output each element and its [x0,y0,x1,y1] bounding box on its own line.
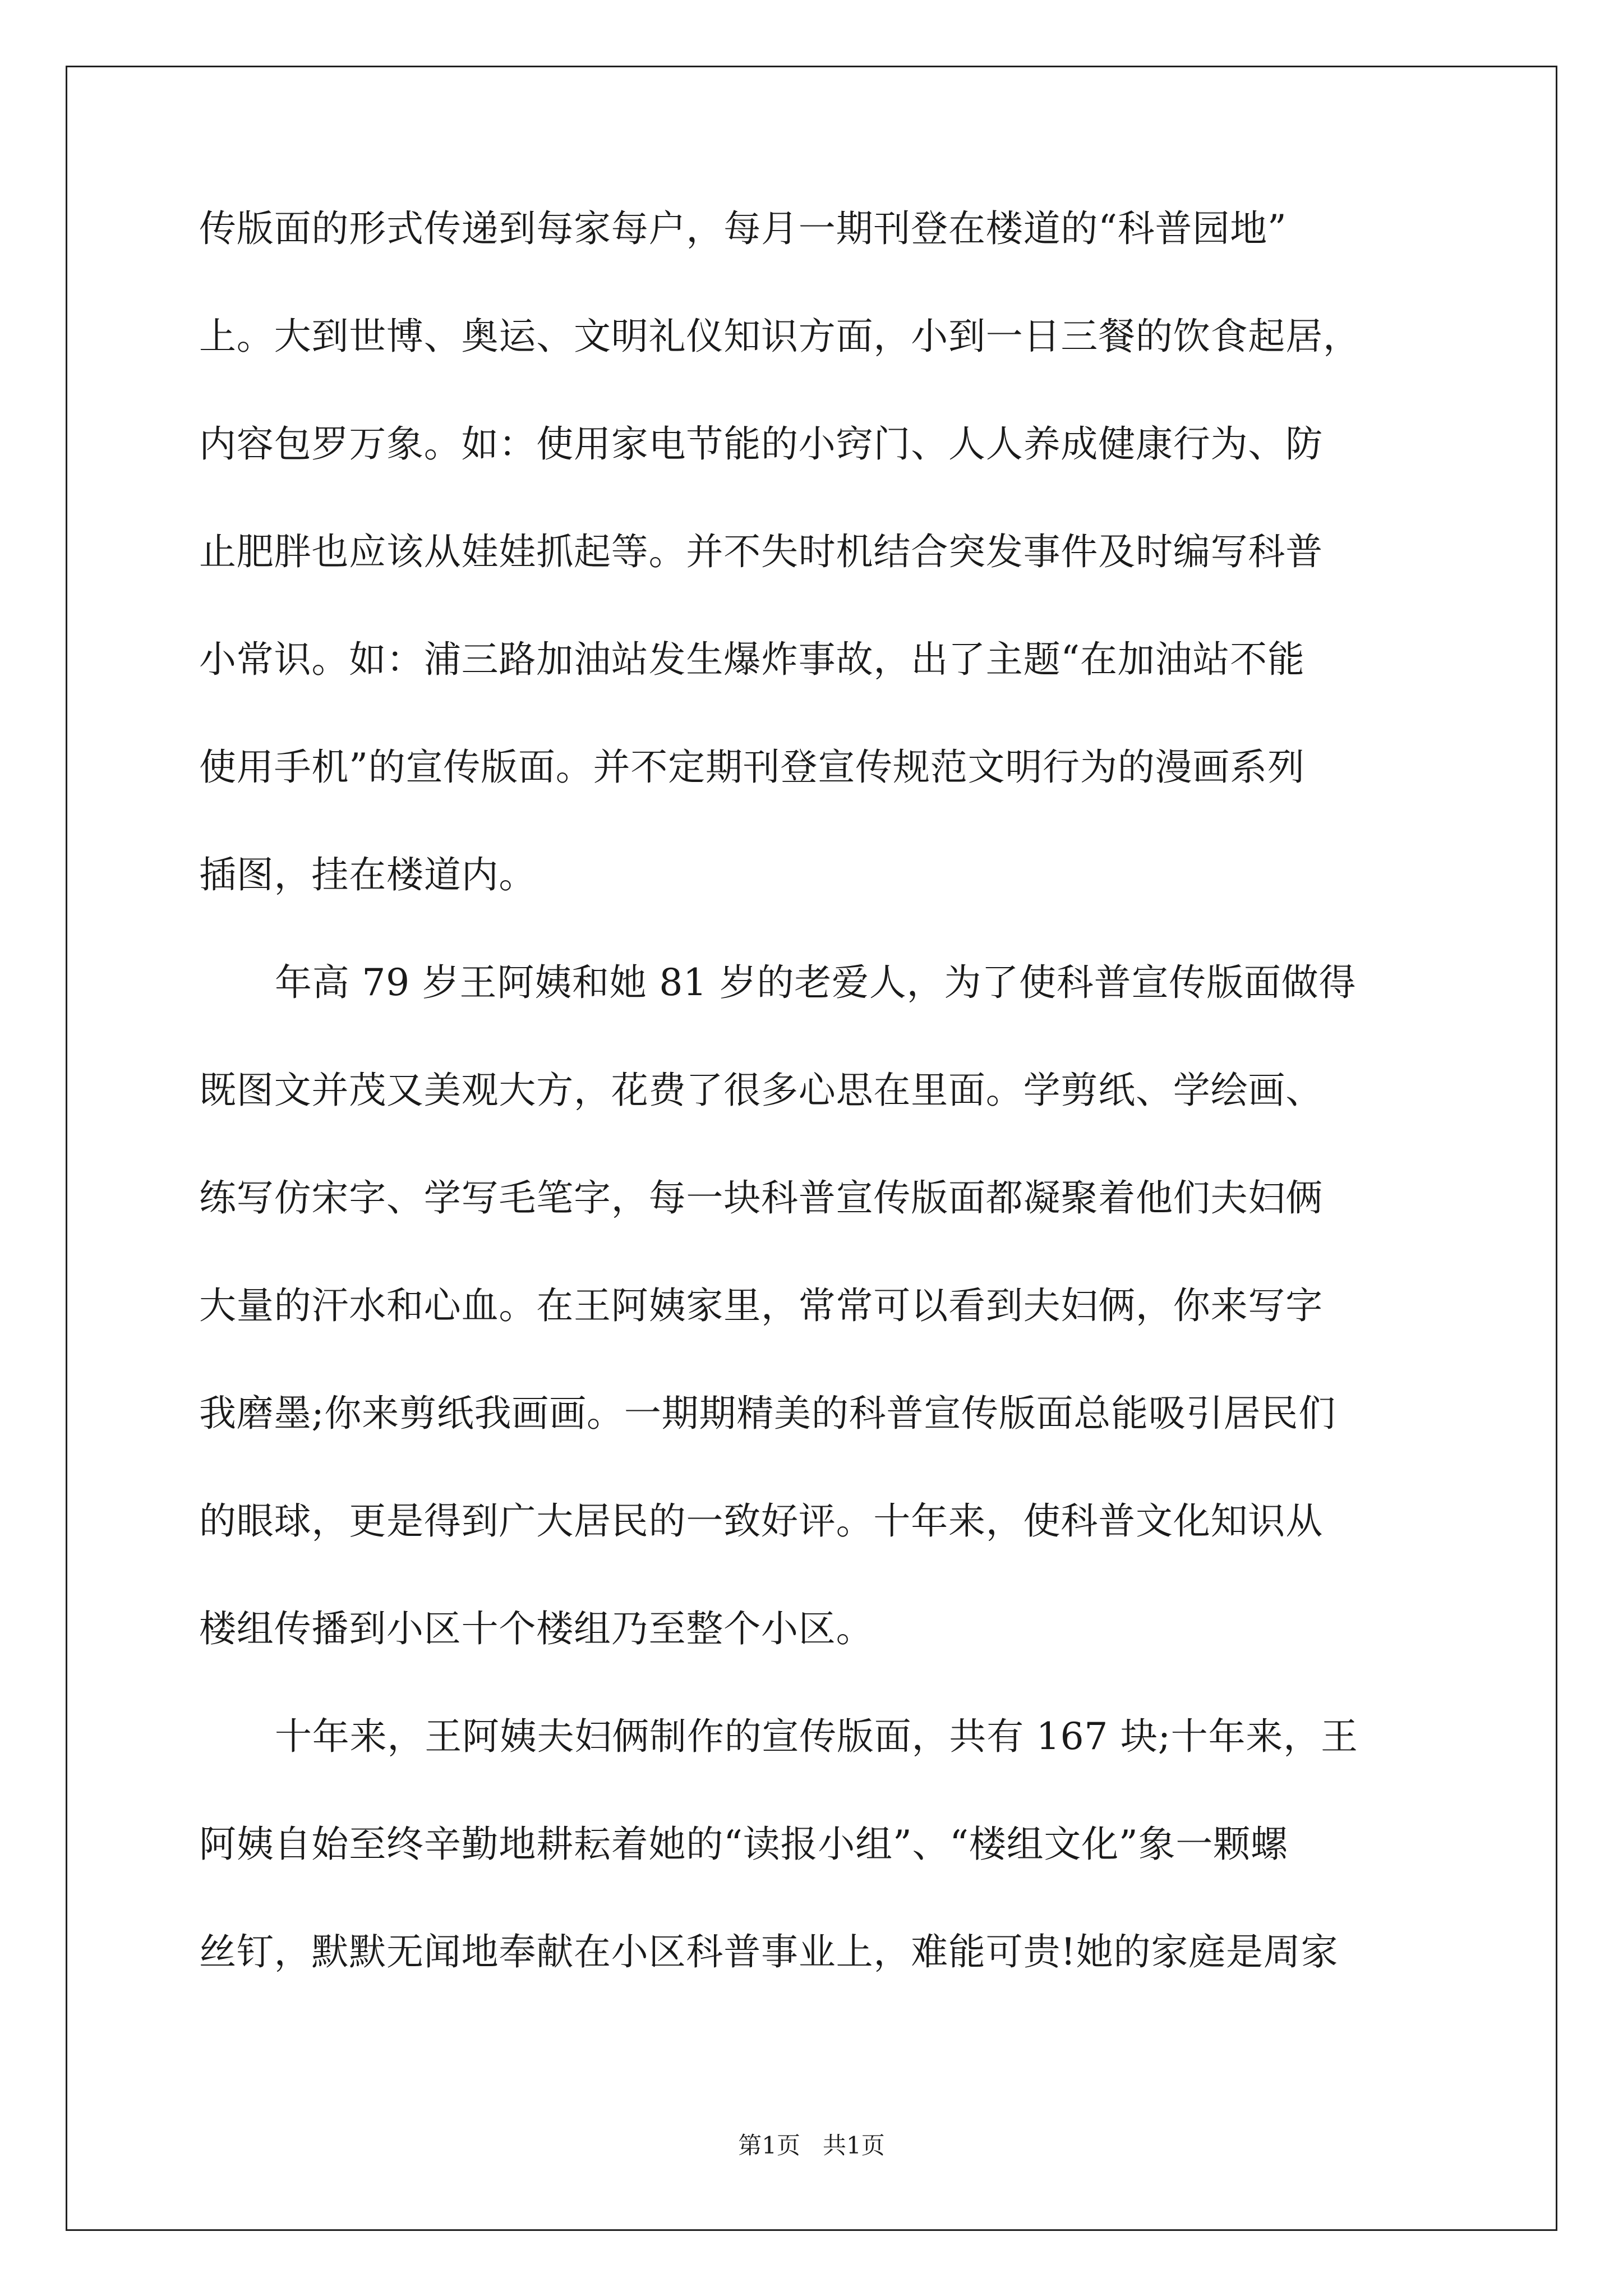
text-line: 传版面的形式传递到每家每户，每月一期刊登在楼道的“科普园地” [199,207,1287,250]
text-line: 既图文并茂又美观大方，花费了很多心思在里面。学剪纸、学绘画、 [199,1069,1323,1112]
document-body [199,195,1427,2026]
paragraph-start-line: 年高 79 岁王阿姨和她 81 岁的老爱人，为了使科普宣传版面做得 [275,961,1357,1004]
text-line: 的眼球，更是得到广大居民的一致好评。十年来，使科普文化知识从 [199,1499,1323,1543]
text-line: 使用手机”的宣传版面。并不定期刊登宣传规范文明行为的漫画系列 [199,746,1305,789]
text-line: 丝钉，默默无闻地奉献在小区科普事业上，难能可贵!她的家庭是周家 [199,1930,1339,1973]
text-line: 小常识。如：浦三路加油站发生爆炸事故，出了主题“在加油站不能 [199,638,1305,681]
text-line: 我磨墨;你来剪纸我画画。一期期精美的科普宣传版面总能吸引居民们 [199,1392,1336,1435]
text-line: 上。大到世博、奥运、文明礼仪知识方面，小到一日三餐的饮食起居， [199,315,1361,358]
page-number-footer: 第1页 共1页 [738,2132,885,2159]
text-line: 楼组传播到小区十个楼组乃至整个小区。 [199,1607,874,1650]
text-line: 插图，挂在楼道内。 [199,853,537,896]
paragraph-start-line: 十年来，王阿姨夫妇俩制作的宣传版面，共有 167 块;十年来，王 [275,1715,1358,1758]
text-line: 大量的汗水和心血。在王阿姨家里，常常可以看到夫妇俩，你来写字 [199,1284,1323,1327]
text-line: 止肥胖也应该从娃娃抓起等。并不失时机结合突发事件及时编写科普 [199,530,1323,573]
text-line: 内容包罗万象。如：使用家电节能的小窍门、人人养成健康行为、防 [199,422,1323,466]
text-line: 练写仿宋字、学写毛笔字，每一块科普宣传版面都凝聚着他们夫妇俩 [199,1176,1323,1220]
text-line: 阿姨自始至终辛勤地耕耘着她的“读报小组”、“楼组文化”象一颗螺 [199,1823,1288,1866]
